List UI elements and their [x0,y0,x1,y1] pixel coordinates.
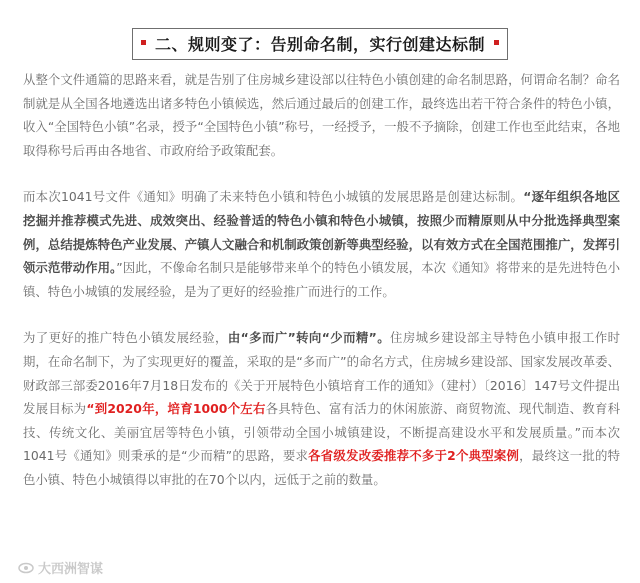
eye-logo-icon [18,561,34,575]
paragraph-3-red-target: “到2020年，培育1000个左右 [86,401,266,417]
paragraph-1 [23,68,620,162]
paragraph-3-text-a: 为了更好的推广特色小镇发展经验， [23,330,228,346]
section-heading: 二、规则变了：告别命名制，实行创建达标制 [154,35,485,54]
paragraph-3-text-c: 各具特色、富有活力的休闲旅游、商贸物流、现代制造、教育科技、传统文化、美丽宜居等特色小镇，引领带动全国小城镇建设，不断提高建设水平和发展质量。”而本次1041号《通知》则秉承的是“少而精”的思路，要求 [23,401,621,464]
paragraph-2-text-a: 而本次1041号文件《通知》明确了未来特色小镇和特色小城镇的发展思路是创建达标制。 [23,189,524,205]
paragraph-1-text: 从整个文件通篇的思路来看，就是告别了住房城乡建设部以往特色小镇创建的命名制思路，何谓命名制？命名制就是从全国各地遴选出诸多特色小镇候选，然后通过最后的创建工作，最终选出若干符合条件的特色小镇，收入“全国特色小镇”名录，授予“全国特色小镇”称号，一经授予，一般不予摘除，创建工作也至此结束，各地取得称号后再由各地省、市政府给予政策配套。 [23,72,620,158]
paragraph-2 [23,185,620,303]
paragraph-3-red-requirement: 各省级发改委推荐不多于2个典型案例 [308,448,520,464]
paragraph-3-bold-phrase: 由“多而广”转向“少而精”。 [227,330,391,346]
watermark [18,558,103,577]
paragraph-3-text-b: 住房城乡建设部主导特色小镇申报工作时期，在命名制下，为了实现更好的覆盖，采取的是“多而广”的命名方式，住房城乡建设部、国家发展改革委、财政部三部委2016年7月18日发布的《关于开展特色小镇培育工作的通知》（建村）〔2016〕147号文件提出发展目标为 [23,330,621,417]
paragraph-3-text-d: ，最终这一批的特色小镇、特色小城镇得以审批的在70个以内，远低于之前的数量。 [23,448,621,487]
paragraph-3 [23,326,620,491]
section-heading-box [132,28,508,60]
paragraph-2-bold-quote: “逐年组织各地区挖掘并推荐模式先进、成效突出、经验普适的特色小镇和特色小城镇，按照少而精原则从中分批选择典型案例，总结提炼特色产业发展、产镇人文融合和机制政策创新等典型经验，以有效方式在全国范围推广，发挥引领示范带动作用。 [23,189,620,276]
watermark-text: 大西洲智谋 [38,562,104,577]
article-body [23,68,620,515]
paragraph-2-text-b: ”因此，不像命名制只是能够带来单个的特色小镇发展，本次《通知》将带来的是先进特色小镇、特色小城镇的发展经验，是为了更好的经验推广而进行的工作。 [23,260,620,299]
section-heading-container [0,28,640,60]
